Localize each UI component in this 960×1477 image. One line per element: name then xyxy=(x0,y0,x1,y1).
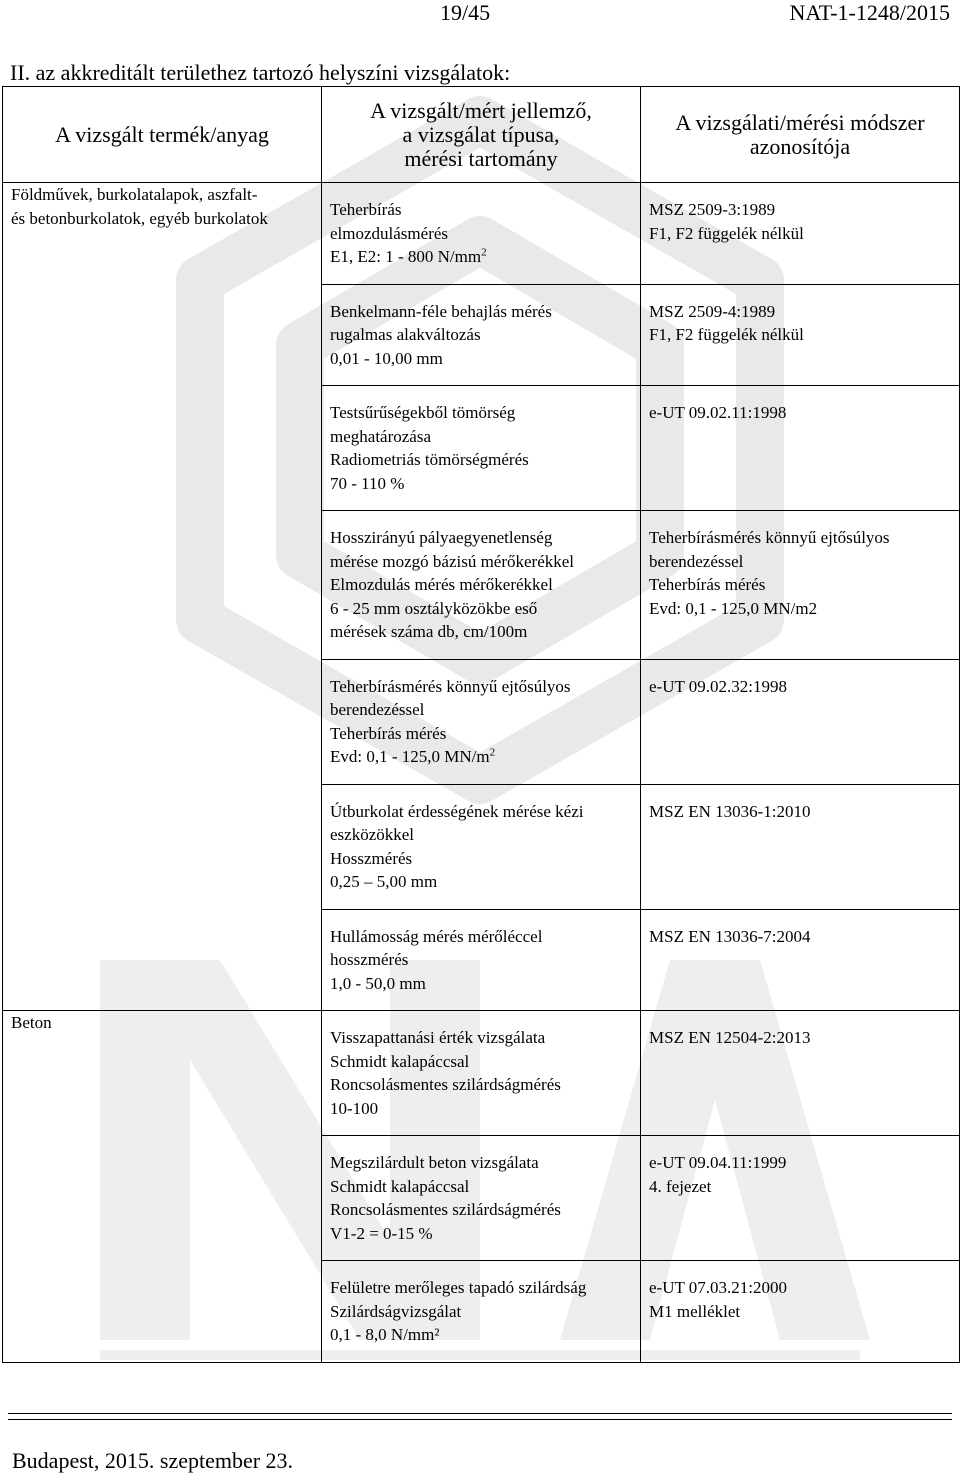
characteristic-cell: Hosszirányú pályaegyenetlenség mérése mozgó bázisú mérőkerékkel Elmozdulás mérés mérőkerékkel 6 - 25 mm osztályközökbe eső mérések száma db, cm/100m xyxy=(322,511,641,660)
table-row xyxy=(3,183,960,285)
page-header xyxy=(0,0,960,30)
footer-place-date: Budapest, 2015. szeptember 23. xyxy=(12,1448,294,1473)
method-cell: e-UT 09.02.11:1998 xyxy=(641,386,960,511)
method-cell: MSZ 2509-4:1989 F1, F2 függelék nélkül xyxy=(641,284,960,386)
page-number: 19/45 xyxy=(440,0,491,25)
method-cell: e-UT 09.04.11:1999 4. fejezet xyxy=(641,1136,960,1261)
characteristic-cell: Megszilárdult beton vizsgálata Schmidt kalapáccsal Roncsolásmentes szilárdságmérés V1-2 = 0-15 % xyxy=(322,1136,641,1261)
characteristic-cell: Testsűrűségekből tömörség meghatározása Radiometriás tömörségmérés 70 - 110 % xyxy=(322,386,641,511)
product-cell: Beton xyxy=(3,1011,322,1363)
characteristic-cell: Útburkolat érdességének mérése kézi eszközökkel Hosszmérés 0,25 – 5,00 mm xyxy=(322,784,641,909)
characteristic-cell: Visszapattanási érték vizsgálata Schmidt kalapáccsal Roncsolásmentes szilárdságmérés 10-100 xyxy=(322,1011,641,1136)
section-title: II. az akkreditált területhez tartozó helyszíni vizsgálatok: xyxy=(10,60,511,85)
method-cell: e-UT 09.02.32:1998 xyxy=(641,659,960,784)
footer-rule-bottom xyxy=(8,1419,952,1420)
column-header-characteristic: A vizsgált/mért jellemző, a vizsgálat típusa, mérési tartomány xyxy=(322,87,641,183)
column-header-method: A vizsgálati/mérési módszer azonosítója xyxy=(641,87,960,183)
method-cell: MSZ EN 13036-1:2010 xyxy=(641,784,960,909)
method-cell: e-UT 07.03.21:2000 M1 melléklet xyxy=(641,1261,960,1363)
method-cell: Teherbírásmérés könnyű ejtősúlyos berendezéssel Teherbírás mérés Evd: 0,1 - 125,0 MN/m2 xyxy=(641,511,960,660)
characteristic-cell: Teherbírásmérés könnyű ejtősúlyos berendezéssel Teherbírás mérés Evd: 0,1 - 125,0 $MN/m^2$ xyxy=(322,659,641,784)
document-id: NAT-1-1248/2015 xyxy=(789,0,950,25)
method-cell: MSZ 2509-3:1989 F1, F2 függelék nélkül xyxy=(641,183,960,285)
accreditation-table xyxy=(2,86,960,1363)
product-cell: Földművek, burkolatalapok, aszfalt- és betonburkolatok, egyéb burkolatok xyxy=(3,183,322,1011)
method-cell: MSZ EN 12504-2:2013 xyxy=(641,1011,960,1136)
characteristic-cell: Hullámosság mérés mérőléccel hosszmérés 1,0 - 50,0 mm xyxy=(322,909,641,1011)
characteristic-cell: Teherbírás elmozdulásmérés E1, E2: 1 - 800 $N/mm^2$ xyxy=(322,183,641,285)
table-row xyxy=(3,1011,960,1136)
table-header-row xyxy=(3,87,960,183)
characteristic-cell: Felületre merőleges tapadó szilárdság Szilárdságvizsgálat 0,1 - 8,0 N/mm² xyxy=(322,1261,641,1363)
method-cell: MSZ EN 13036-7:2004 xyxy=(641,909,960,1011)
column-header-product: A vizsgált termék/anyag xyxy=(3,87,322,183)
footer-rule-top xyxy=(8,1413,952,1414)
characteristic-cell: Benkelmann-féle behajlás mérés rugalmas alakváltozás 0,01 - 10,00 mm xyxy=(322,284,641,386)
